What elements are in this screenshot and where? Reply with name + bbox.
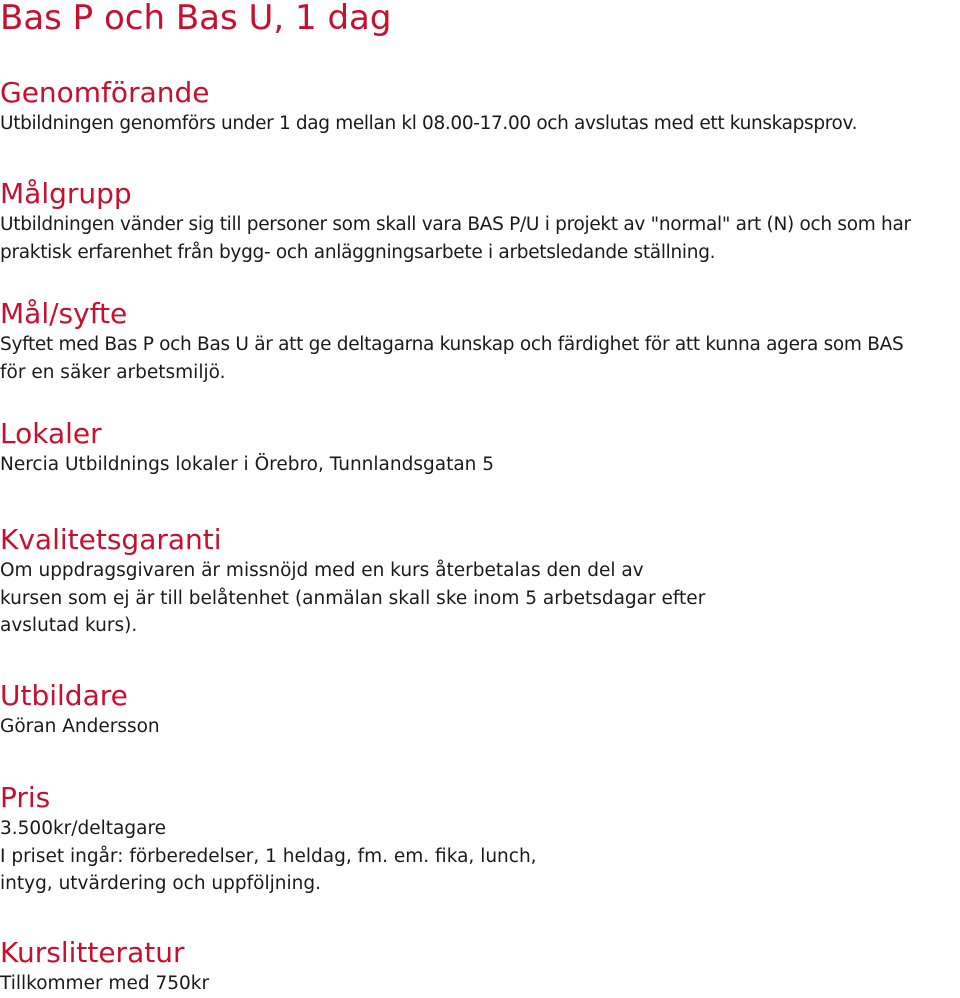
section-text: Utbildningen genomförs under 1 dag mellan kl 08.00-17.00 och avslutas med ett kunskapsprov. <box>0 113 858 134</box>
section-text: Tillkommer med 750kr <box>0 973 210 994</box>
page-title: Bas P och Bas U, 1 dag <box>0 0 392 38</box>
section-text: kursen som ej är till belåtenhet (anmälan skall ske inom 5 arbetsdagar efter <box>0 587 706 609</box>
section-heading: Mål/syfte <box>0 297 128 330</box>
section-text: Utbildningen vänder sig till personer som skall vara BAS P/U i projekt av "normal" art (N) och som har <box>0 214 911 235</box>
section-heading: Utbildare <box>0 679 128 712</box>
section-text: 3.500kr/deltagare <box>0 818 167 839</box>
section-heading: Genomförande <box>0 76 210 109</box>
section-genomforande <box>0 76 857 138</box>
section-pris <box>0 781 537 898</box>
section-text: avslutad kurs). <box>0 615 138 636</box>
section-kurslitteratur <box>0 936 209 998</box>
section-text: intyg, utvärdering och uppföljning. <box>0 873 321 894</box>
section-text: I priset ingår: förberedelser, 1 heldag, fm. em. fika, lunch, <box>0 845 537 867</box>
section-heading: Pris <box>0 781 51 814</box>
section-text: Syftet med Bas P och Bas U är att ge deltagarna kunskap och färdighet för att kunna agera som BAS <box>0 334 904 355</box>
section-text: praktisk erfarenhet från bygg- och anläggningsarbete i arbetsledande ställning. <box>0 241 716 263</box>
section-lokaler <box>0 417 494 479</box>
section-text: Göran Andersson <box>0 716 160 737</box>
section-text: för en säker arbetsmiljö. <box>0 361 226 383</box>
section-kvalitetsgaranti <box>0 523 705 640</box>
section-text: Om uppdragsgivaren är missnöjd med en kurs återbetalas den del av <box>0 560 644 581</box>
section-malgrupp <box>0 177 911 266</box>
section-text: Nercia Utbildnings lokaler i Örebro, Tunnlandsgatan 5 <box>0 454 495 475</box>
section-heading: Lokaler <box>0 417 102 450</box>
section-heading: Kurslitteratur <box>0 936 185 969</box>
section-malsyfte <box>0 297 903 386</box>
section-heading: Målgrupp <box>0 177 132 210</box>
section-heading: Kvalitetsgaranti <box>0 523 222 556</box>
section-utbildare <box>0 679 160 741</box>
